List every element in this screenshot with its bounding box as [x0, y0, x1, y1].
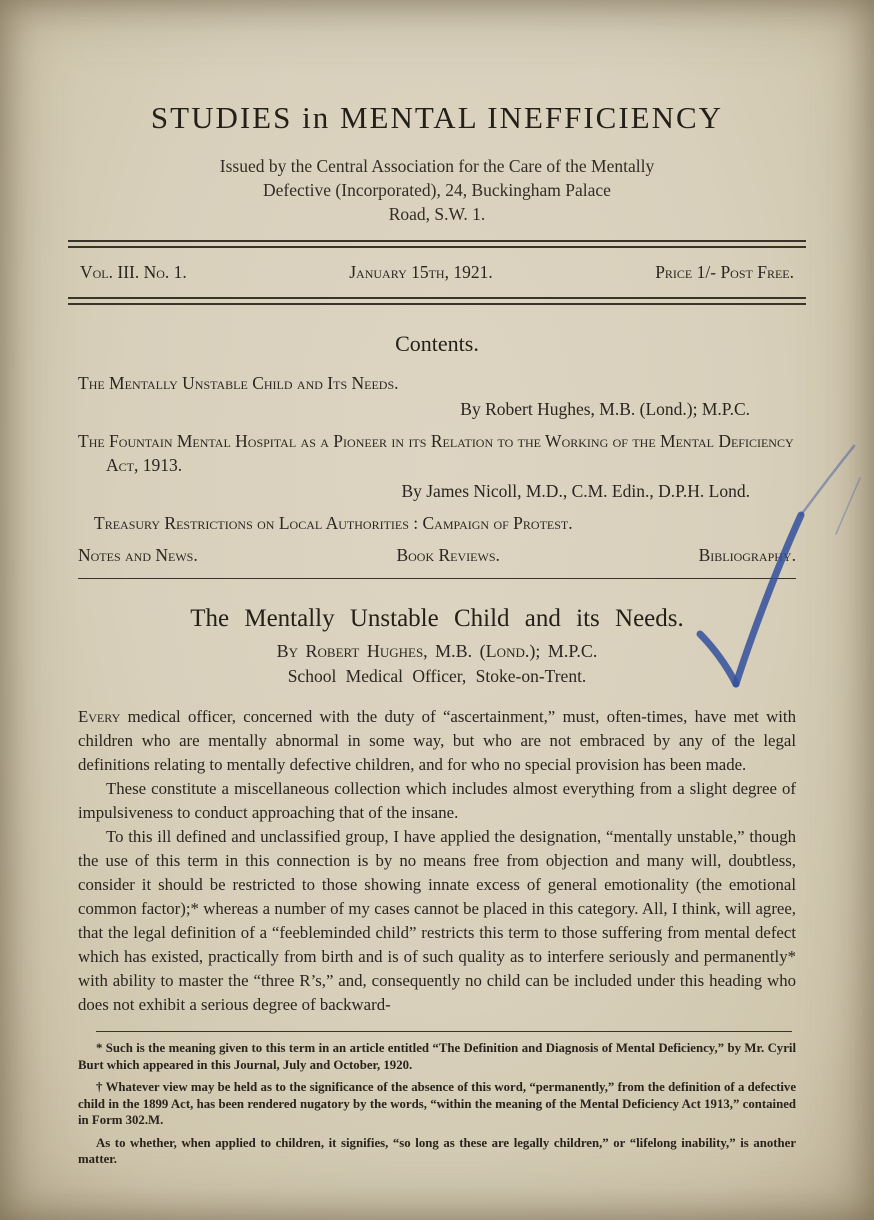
toc-entry [78, 371, 796, 421]
paragraph [78, 705, 796, 777]
issue-date: January 15th, 1921. [349, 262, 493, 282]
toc-entry [78, 429, 796, 503]
toc-entry-title: The Fountain Mental Hospital as a Pioneer in its Relation to the Working of the Mental Deficiency Act, 1913. [78, 431, 794, 475]
toc-footer-item: Bibliography. [698, 545, 796, 565]
contents-list [78, 371, 796, 566]
footnote: * Such is the meaning given to this term in an article entitled “The Definition and Diagnosis of Mental Deficiency,” by Mr. Cyril Burt which appeared in this Journal, July and October, 1920. [78, 1041, 796, 1072]
issued-line-2: Defective (Incorporated), 24, Buckingham Palace [263, 180, 611, 200]
issue-price: Price 1/- Post Free. [655, 262, 794, 282]
issued-line-1: Issued by the Central Association for the Care of the Mentally [219, 156, 655, 176]
article-title: The Mentally Unstable Child and its Needs. [190, 605, 684, 632]
toc-entry-title: Treasury Restrictions on Local Authorities : Campaign of Protest. [94, 513, 573, 533]
article-byline: By Robert Hughes, M.B. (Lond.); M.P.C. [276, 641, 598, 661]
volume-number: Vol. III. No. 1. [80, 262, 187, 282]
footnote: † Whatever view may be held as to the significance of the absence of this word, “permanently,” from the definition of a defective child in the 1899 Act, has been rendered nugatory by the words, “within the meaning of the Mental Deficiency Act 1913,” contained in Form 302.M. [78, 1080, 796, 1127]
issued-by-block [78, 154, 796, 226]
footnotes-block [78, 1040, 796, 1168]
issue-info-row [80, 262, 794, 283]
toc-entry-title: The Mentally Unstable Child and Its Needs. [78, 373, 399, 393]
section-divider [78, 578, 796, 579]
paragraph: These constitute a miscellaneous collection which includes almost everything from a slight degree of impulsiveness to conduct approaching that of the insane. [78, 779, 796, 822]
double-rule-top [68, 240, 806, 248]
double-rule-bottom [68, 297, 806, 305]
toc-entry-byline: By James Nicoll, M.D., C.M. Edin., D.P.H. Lond. [401, 481, 750, 501]
paragraph-text: medical officer, concerned with the duty of “ascertainment,” must, often-times, have met with children who are mentally abnormal in some way, but who are not embraced by any of the legal definitions relating to mentally defective children, and for who no special provision has been made. [78, 707, 796, 774]
journal-title: STUDIES in MENTAL INEFFICIENCY [150, 100, 724, 135]
paragraph: To this ill defined and unclassified group, I have applied the designation, “mentally unstable,” though the use of this term in this connection is by no means free from objection and many will, doubtless, consider it should be restricted to those showing innate excess of general emotionality (the emotional common factor);* whereas a number of my cases cannot be placed in this category. All, I think, will agree, that the legal definition of a “feebleminded child” restricts this term to those suffering from mental defect which has existed, practically from birth and is of such quality as to interfere seriously and permanently* with ability to master the “three R’s,” and, consequently no child can be included under this heading who does not exhibit a serious degree of backward- [78, 827, 796, 1014]
toc-footer-item: Book Reviews. [396, 545, 500, 565]
contents-heading: Contents. [395, 331, 479, 356]
toc-footer-row [78, 545, 796, 566]
page-content [78, 0, 796, 1174]
issued-line-3: Road, S.W. 1. [388, 204, 486, 224]
toc-entry-byline: By Robert Hughes, M.B. (Lond.); M.P.C. [460, 399, 750, 419]
footnote-divider [96, 1031, 792, 1032]
article-affiliation: School Medical Officer, Stoke-on-Trent. [287, 666, 587, 686]
toc-footer-item: Notes and News. [78, 545, 198, 565]
footnote: As to whether, when applied to children, it signifies, “so long as these are legally children,” or “lifelong inability,” is another matter. [78, 1135, 796, 1166]
lead-word: Every [78, 707, 121, 726]
toc-entry [78, 511, 796, 535]
article-body [78, 705, 796, 1017]
